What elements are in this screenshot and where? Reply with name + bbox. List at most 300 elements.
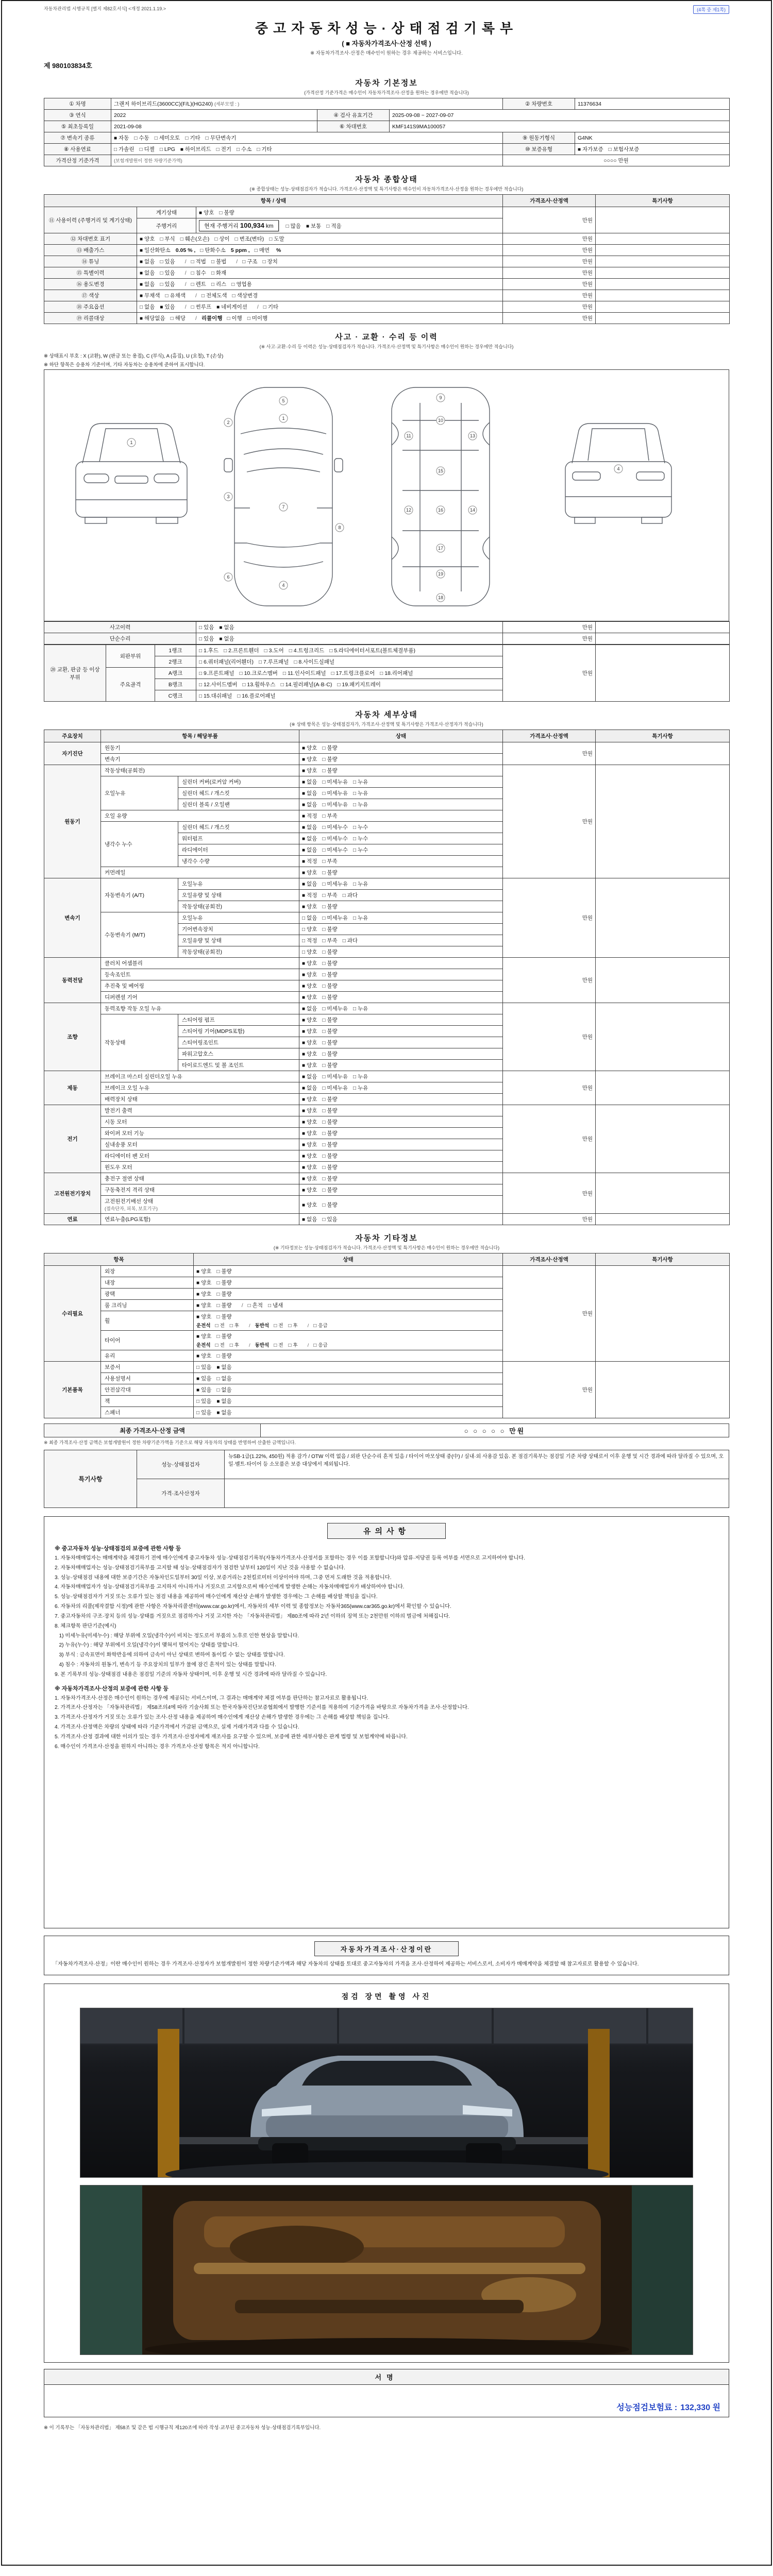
inspection-label: ④ 검사 유효기간 xyxy=(317,110,390,121)
checkbox-option[interactable]: □ 적법 xyxy=(191,259,206,265)
checkbox-option[interactable]: ■ 양호 xyxy=(302,1119,317,1125)
checkbox-option[interactable]: ■ 없음 xyxy=(302,836,317,842)
checkbox-option[interactable]: ■ 없음 xyxy=(302,779,317,785)
checkbox-option[interactable]: □ 기타 xyxy=(263,304,279,310)
checkbox-option[interactable]: □ 불량 xyxy=(322,1164,338,1171)
checkbox-option[interactable]: ■ 양호 xyxy=(199,210,214,216)
checkbox-option[interactable]: □ 미세누유 xyxy=(322,790,348,796)
checkbox-option[interactable]: □ 있음 xyxy=(196,1398,212,1404)
checkbox-option[interactable]: □ 미세누유 xyxy=(322,779,348,785)
checkbox-option[interactable]: □ 불량 xyxy=(216,1280,232,1286)
checkbox-option[interactable]: □ 부족 xyxy=(322,892,338,899)
checkbox-option[interactable]: □ 누유 xyxy=(352,779,368,785)
checkbox-option[interactable]: □ 불량 xyxy=(322,1130,338,1137)
overall-label: ⑰ 색상 xyxy=(44,290,137,301)
overall-label: ⑱ 주요옵션 xyxy=(44,301,137,313)
checkbox-option[interactable]: □ 불량 xyxy=(322,904,338,910)
item-cell: 클러치 어셈블리 xyxy=(101,958,299,969)
checkbox-option[interactable]: ■ 양호 xyxy=(302,768,317,774)
checkbox-option[interactable]: □ 후 xyxy=(229,1343,240,1348)
overall-label: ⑪ 사용이력 (주행거리 및 계기상태) xyxy=(44,207,137,233)
unchecked-checkbox-icon: □ xyxy=(216,1269,220,1275)
checkbox-option[interactable]: ■ 적정 xyxy=(302,813,317,819)
checkbox-option[interactable]: ■ 양호 xyxy=(302,1108,317,1114)
checkbox-option[interactable]: □ 과다 xyxy=(342,892,358,899)
checkbox-option[interactable]: □ 화재 xyxy=(211,270,227,276)
checkbox-option[interactable]: ■ 양호 xyxy=(302,1062,317,1069)
checkbox-option[interactable]: □ 후 xyxy=(229,1323,240,1329)
checkbox-option[interactable]: □ 후 xyxy=(288,1323,298,1329)
checkbox-option[interactable]: ■ 없음 xyxy=(302,1074,317,1080)
checkbox-option[interactable]: □ 불량 xyxy=(216,1291,232,1297)
price-cell: 만원 xyxy=(503,301,596,313)
checkbox-option[interactable]: □ 2.프론트휀더 xyxy=(224,648,259,654)
checkbox-option[interactable]: □ 탄화수소 xyxy=(200,247,226,253)
checkbox-option[interactable]: □ 누수 xyxy=(352,836,368,842)
checkbox-option[interactable]: ■ 없음 xyxy=(216,1410,232,1416)
checkbox-option[interactable]: ■ 양호 xyxy=(302,1130,317,1137)
checkbox-option[interactable]: □ 도말 xyxy=(269,236,284,242)
checked-checkbox-icon: ■ xyxy=(302,893,306,899)
note-cell xyxy=(596,1362,730,1418)
checkbox-option[interactable]: □ 불량 xyxy=(322,1062,338,1069)
checkbox-option[interactable]: ■ 없음 xyxy=(302,1216,317,1223)
unchecked-checkbox-icon: □ xyxy=(239,671,243,676)
checkbox-option[interactable]: ■ 양호 xyxy=(196,1280,212,1286)
checkbox-option[interactable]: ■ 하이브리드 xyxy=(180,146,211,152)
checkbox-option[interactable]: □ 상이 xyxy=(214,236,230,242)
checkbox-option[interactable]: ■ 양호 xyxy=(196,1314,212,1320)
checkbox-option[interactable]: □ 15.대쉬패널 xyxy=(199,693,232,699)
checkbox-option[interactable]: □ 있음 xyxy=(160,281,175,287)
item-cell: 잭 xyxy=(101,1396,194,1407)
checkbox-option[interactable]: ■ 있음 xyxy=(196,1376,212,1382)
checkbox-option[interactable]: □ 부족 xyxy=(322,938,338,944)
checkbox-option[interactable]: □ 미세누유 xyxy=(322,802,348,808)
item-cell: 안전삼각대 xyxy=(101,1384,194,1396)
section-basic-note: (가격산정 기준가격은 매수인이 자동차가격조사·산정을 원하는 경우에만 적습니다) xyxy=(304,90,469,95)
checkbox-option[interactable]: □ 10.크로스멤버 xyxy=(239,670,278,676)
checkbox-option[interactable]: ■ 무채색 xyxy=(140,293,160,299)
checkbox-option[interactable]: □ 디젤 xyxy=(139,146,155,152)
svg-text:1: 1 xyxy=(130,440,133,445)
checkbox-option[interactable]: □ 수소 xyxy=(237,146,252,152)
checkbox-option[interactable]: □ 장치 xyxy=(262,259,278,265)
overall-status xyxy=(137,279,503,290)
checkbox-option[interactable]: □ 전 xyxy=(274,1343,283,1348)
checkbox-option[interactable]: □ 누유 xyxy=(352,1085,368,1091)
unchecked-checkbox-icon: □ xyxy=(211,259,214,265)
checkbox-option[interactable]: □ 있음 xyxy=(196,1364,212,1370)
checkbox-option[interactable]: □ 불량 xyxy=(322,983,338,989)
checkbox-option[interactable]: ■ 적정 xyxy=(302,892,317,899)
top-line xyxy=(44,5,729,14)
checkbox-option[interactable]: □ 구조 xyxy=(242,259,258,265)
unchecked-checkbox-icon: □ xyxy=(165,293,169,299)
checkbox-option[interactable]: ■ 자동 xyxy=(114,135,129,141)
checkbox-option[interactable]: ■ 양호 xyxy=(302,1051,317,1057)
unchecked-checkbox-icon: □ xyxy=(288,1343,292,1348)
checkbox-option[interactable]: □ 세미오토 xyxy=(154,135,180,141)
document-number: 제 980103834호 xyxy=(44,62,92,70)
checkbox-option[interactable]: □ 불량 xyxy=(322,768,338,774)
checkbox-option[interactable]: □ 전 xyxy=(274,1323,283,1329)
checkbox-option[interactable]: □ 전체도색 xyxy=(201,293,227,299)
part-cell: 오일유량 및 상태 xyxy=(178,935,299,946)
checkbox-option[interactable]: □ 흔적 xyxy=(247,1302,263,1309)
checkbox-option[interactable]: □ 불량 xyxy=(322,1028,338,1035)
group-cell: 수리필요 xyxy=(44,1266,101,1362)
checkbox-option[interactable]: □ 불량 xyxy=(322,960,338,967)
status-cell xyxy=(299,935,503,946)
checkbox-option[interactable]: □ 불량 xyxy=(322,870,338,876)
checkbox-option[interactable]: ■ 있음 xyxy=(196,1387,212,1393)
unchecked-checkbox-icon: □ xyxy=(229,1343,233,1348)
price-cell: 만원 xyxy=(503,1266,596,1362)
checkbox-option[interactable]: □ 미세누수 xyxy=(322,836,348,842)
checkbox-option[interactable]: □ 없음 xyxy=(216,1376,232,1382)
checkbox-option[interactable]: □ 불량 xyxy=(322,1153,338,1159)
checkbox-option[interactable]: ■ 양호 xyxy=(302,983,317,989)
checkbox-option[interactable]: □ 응급 xyxy=(313,1343,328,1348)
checked-checkbox-icon: ■ xyxy=(302,757,306,762)
checked-checkbox-icon: ■ xyxy=(302,1165,306,1171)
signature-title: 서명 xyxy=(44,2369,729,2385)
unchecked-checkbox-icon: □ xyxy=(160,259,163,265)
final-price-table xyxy=(44,1423,729,1437)
checkbox-option[interactable]: □ 4.트렁크리드 xyxy=(289,648,325,654)
checkbox-option[interactable]: □ 불량 xyxy=(322,1096,338,1103)
checkbox-option[interactable]: □ 누유 xyxy=(352,1006,368,1012)
part-cell: 스티어링 기어(MDPS포함) xyxy=(178,1026,299,1037)
checkbox-option[interactable]: ■ 없음 xyxy=(219,624,234,631)
checkbox-option[interactable]: ■ 양호 xyxy=(302,1142,317,1148)
checkbox-option[interactable]: □ 8.사이드실패널 xyxy=(294,659,335,665)
checkbox-option[interactable]: □ 훼손(오손) xyxy=(180,236,210,242)
checkbox-option[interactable]: ■ 없음 xyxy=(302,802,317,808)
checkbox-option[interactable]: ■ 양호 xyxy=(302,1164,317,1171)
checkbox-option[interactable]: □ 17.트렁크플로어 xyxy=(331,670,375,676)
col-note: 특기사항 xyxy=(596,730,730,742)
checkbox-option[interactable]: ■ 자가보증 xyxy=(578,146,603,152)
checkbox-option[interactable]: □ 있음 xyxy=(196,1410,212,1416)
checkbox-option[interactable]: ■ 없음 xyxy=(216,1398,232,1404)
checkbox-option[interactable]: □ 해당 xyxy=(170,315,186,321)
svg-text:17: 17 xyxy=(438,546,444,551)
checkbox-option[interactable]: □ 가솔린 xyxy=(114,146,135,152)
checkbox-option[interactable]: □ 냄새 xyxy=(267,1302,283,1309)
checkbox-option[interactable]: □ 과다 xyxy=(342,938,358,944)
unchecked-checkbox-icon: □ xyxy=(254,248,258,253)
checkbox-option[interactable]: ■ 없음 xyxy=(140,259,155,265)
checkbox-option[interactable]: □ 이행 xyxy=(227,315,242,321)
checkbox-option[interactable]: □ 전 xyxy=(215,1323,225,1329)
overall-item: 계기상태 xyxy=(137,207,196,218)
checkbox-option[interactable]: ■ 양호 xyxy=(302,745,317,751)
checkbox-option[interactable]: □ 있음 xyxy=(199,624,214,631)
item-cell: 사용설명서 xyxy=(101,1373,194,1384)
checkbox-option[interactable]: □ 보험사보증 xyxy=(608,146,640,152)
checkbox-option[interactable]: □ 18.리어패널 xyxy=(380,670,413,676)
device-row xyxy=(44,878,730,890)
checkbox-option[interactable]: ■ 일산화탄소 xyxy=(140,247,171,253)
overall-label: ⑬ 배출가스 xyxy=(44,245,137,256)
item-cell: 브레이크 마스터 실린더오일 누유 xyxy=(101,1071,299,1082)
appraiser-opinion xyxy=(225,1479,729,1508)
checkbox-option[interactable]: □ 렌트 xyxy=(191,281,206,287)
checkbox-option[interactable]: □ 14.필러패널(A·B·C) xyxy=(280,682,332,688)
checkbox-option[interactable]: ■ 양호 xyxy=(302,994,317,1001)
checkbox-option[interactable]: □ 후 xyxy=(288,1343,298,1348)
checkbox-option[interactable]: □ 불량 xyxy=(216,1268,232,1275)
checkbox-option[interactable]: □ 불량 xyxy=(322,745,338,751)
status-cell xyxy=(194,1373,503,1384)
checkbox-option[interactable]: ■ 없음 xyxy=(302,1085,317,1091)
checkbox-option[interactable]: □ 불량 xyxy=(322,1142,338,1148)
checkbox-option[interactable]: ■ 보통 xyxy=(306,223,322,229)
checkbox-option[interactable]: □ 없음 xyxy=(216,1387,232,1393)
checked-checkbox-icon: ■ xyxy=(219,625,223,631)
checkbox-option[interactable]: □ 응급 xyxy=(313,1323,328,1329)
checkbox-option[interactable]: ■ 양호 xyxy=(196,1268,212,1275)
checkbox-option[interactable]: ■ 양호 xyxy=(302,756,317,762)
checkbox-option[interactable]: □ 불량 xyxy=(322,1040,338,1046)
checkbox-option[interactable]: □ 11.인사이드패널 xyxy=(282,670,326,676)
checkbox-option[interactable]: ■ 없음 xyxy=(302,824,317,831)
checkbox-option[interactable]: ■ 양호 xyxy=(140,236,155,242)
table-row xyxy=(44,132,730,144)
unchecked-checkbox-icon: □ xyxy=(322,836,326,842)
checkbox-option[interactable]: ■ 양호 xyxy=(302,1153,317,1159)
notice-heading: ※ 자동차가격조사·산정의 보증에 관한 사항 등 xyxy=(55,1685,169,1692)
checkbox-option[interactable]: □ 있음 xyxy=(160,270,175,276)
checkbox-option[interactable]: □ 불량 xyxy=(219,210,234,216)
device-row xyxy=(44,1105,730,1116)
unchecked-checkbox-icon: □ xyxy=(227,316,230,321)
inspection-value: 2025-09-08 ~ 2027-09-07 xyxy=(390,110,730,121)
checkbox-option[interactable]: ■ 없음 xyxy=(219,636,234,642)
checkbox-option[interactable]: ■ 없음 xyxy=(216,1364,232,1370)
checkbox-option[interactable]: □ 없음 xyxy=(302,915,317,921)
part-cell: 실린더 헤드 / 개스킷 xyxy=(178,822,299,833)
checkbox-option[interactable]: □ 불량 xyxy=(322,926,338,933)
diagram-basis-legend: ※ 하단 항목은 승용차 기준이며, 기타 자동차는 승용차에 준하여 표시합니다. xyxy=(44,362,205,368)
unchecked-checkbox-icon: □ xyxy=(139,147,143,152)
checkbox-option[interactable]: □ 누유 xyxy=(352,881,368,887)
checked-checkbox-icon: ■ xyxy=(302,859,306,865)
panel-rank: C랭크 xyxy=(155,690,196,702)
price-cell: 만원 xyxy=(503,233,596,245)
page-marker: (4쪽 중 제1쪽) xyxy=(693,5,729,14)
checkbox-option[interactable]: ■ 양호 xyxy=(302,1028,317,1035)
checkbox-option[interactable]: □ 7.루프패널 xyxy=(258,659,289,665)
checkbox-option[interactable]: □ 기타 xyxy=(185,135,200,141)
checkbox-option[interactable]: □ 불량 xyxy=(322,1108,338,1114)
price-cell: 만원 xyxy=(503,290,596,301)
checkbox-option[interactable]: □ 1.후드 xyxy=(199,648,219,654)
checkbox-option[interactable]: ■ 없음 xyxy=(302,790,317,796)
status-cell xyxy=(299,788,503,799)
checkbox-option[interactable]: □ 불량 xyxy=(322,949,338,955)
checkbox-option[interactable]: □ 무단변속기 xyxy=(205,135,237,141)
checkbox-option[interactable]: ■ 없음 xyxy=(140,281,155,287)
checkbox-option[interactable]: □ 매연 xyxy=(254,247,270,253)
checkbox-option[interactable]: □ 많음 xyxy=(285,223,301,229)
checkbox-option[interactable]: □ 전 xyxy=(215,1343,225,1348)
checkbox-option[interactable]: ■ 양호 xyxy=(196,1353,212,1359)
checkbox-option[interactable]: □ 부식 xyxy=(160,236,175,242)
status-cell xyxy=(299,1094,503,1105)
checkbox-option[interactable]: □ 5.라디에이터서포트(볼트체결부품) xyxy=(329,648,416,654)
device-row xyxy=(44,742,730,754)
checkbox-option[interactable]: ■ 양호 xyxy=(302,960,317,967)
svg-text:11: 11 xyxy=(406,433,411,438)
checkbox-option[interactable]: ■ 양호 xyxy=(302,1176,317,1182)
divider: / xyxy=(195,315,197,321)
base-price-note: (보험개발원이 정한 차량기준가액) xyxy=(111,155,503,166)
checkbox-option[interactable]: □ 불량 xyxy=(322,1119,338,1125)
checkbox-option[interactable]: □ 미세누유 xyxy=(322,881,348,887)
checkbox-option[interactable]: ■ 양호 xyxy=(196,1302,212,1309)
part-cell: 워터펌프 xyxy=(178,833,299,844)
checkbox-option[interactable]: □ 불량 xyxy=(322,1187,338,1193)
checkbox-option[interactable]: □ 16.플로어패널 xyxy=(237,693,276,699)
inline-value: 5 ppm , xyxy=(230,247,250,253)
checkbox-option[interactable]: □ 누수 xyxy=(352,847,368,853)
unchecked-checkbox-icon: □ xyxy=(216,1303,220,1309)
unchecked-checkbox-icon: □ xyxy=(322,802,326,808)
checkbox-option[interactable]: ■ 양호 xyxy=(302,1201,317,1208)
checkbox-option[interactable]: □ 수동 xyxy=(134,135,149,141)
first-reg-label: ⑤ 최초등록일 xyxy=(44,121,111,132)
checkbox-option[interactable]: □ 리스 xyxy=(211,281,227,287)
checkbox-option[interactable]: ■ 양호 xyxy=(196,1333,212,1340)
notice-item: 9. 본 기록부의 성능·상태점검 내용은 점검일 기준의 자동차 상태이며, 이후 운행 및 시간 경과에 따라 달라질 수 있습니다. xyxy=(55,1671,327,1677)
checkbox-option[interactable]: □ 미이행 xyxy=(247,315,268,321)
unchecked-checkbox-icon: □ xyxy=(215,1323,219,1329)
checkbox-option[interactable]: □ LPG xyxy=(159,146,175,152)
checkbox-option[interactable]: □ 불량 xyxy=(216,1353,232,1359)
checkbox-option[interactable]: □ 부족 xyxy=(322,858,338,865)
checkbox-option[interactable]: □ 불량 xyxy=(216,1314,232,1320)
checkbox-option[interactable]: □ 불량 xyxy=(322,994,338,1001)
checkbox-option[interactable]: □ 색상변경 xyxy=(232,293,258,299)
checkbox-option[interactable]: □ 있음 xyxy=(199,636,214,642)
checkbox-option[interactable]: □ 13.휠하우스 xyxy=(242,682,276,688)
unchecked-checkbox-icon: □ xyxy=(191,259,194,265)
checkbox-option[interactable]: ■ 양호 xyxy=(302,1017,317,1023)
checkbox-option[interactable]: □ 불량 xyxy=(322,1017,338,1023)
checkbox-option[interactable]: ■ 없음 xyxy=(302,881,317,887)
checkbox-option[interactable]: □ 19.패키지트레이 xyxy=(337,682,381,688)
checkbox-option[interactable]: □ 불량 xyxy=(322,972,338,978)
checkbox-option[interactable]: □ 12.사이드멤버 xyxy=(199,682,238,688)
checkbox-option[interactable]: ■ 양호 xyxy=(302,870,317,876)
opinions-head: 특기사항 xyxy=(44,1450,137,1508)
checkbox-option[interactable]: □ 기타 xyxy=(257,146,272,152)
checkbox-option[interactable]: ■ 해당없음 xyxy=(140,315,165,321)
checkbox-option[interactable]: □ 적음 xyxy=(326,223,342,229)
svg-text:1: 1 xyxy=(282,416,285,421)
checkbox-option[interactable]: □ 누수 xyxy=(352,824,368,831)
checkbox-option[interactable]: ■ 적정 xyxy=(302,858,317,865)
checkbox-option[interactable]: □ 불량 xyxy=(322,1201,338,1208)
notice-item: 1) 미세누유(미세누수) : 해당 부위에 오일(냉각수)이 비치는 정도로서 부품의 노후로 인한 현상을 말합니다. xyxy=(55,1633,299,1639)
checkbox-option[interactable]: □ 미세누수 xyxy=(322,824,348,831)
checkbox-option[interactable]: ■ 없음 xyxy=(140,270,155,276)
checkbox-option[interactable]: □ 불량 xyxy=(322,1176,338,1182)
checkbox-option[interactable]: □ 미세누수 xyxy=(322,847,348,853)
checkbox-option[interactable]: □ 전기 xyxy=(216,146,231,152)
checkbox-option[interactable]: □ 있음 xyxy=(160,259,175,265)
signature-box xyxy=(44,2369,729,2417)
checkbox-option[interactable]: ■ 양호 xyxy=(302,904,317,910)
price-survey-select: ( ■ 자동차가격조사·산정 선택 ) xyxy=(342,40,431,47)
unchecked-checkbox-icon: □ xyxy=(216,1387,220,1393)
notice-item: 4. 가격조사·산정액은 차량의 상태에 따라 기준가격에서 가감된 금액으로, 실제 거래가격과 다를 수 있습니다. xyxy=(55,1724,299,1730)
checkbox-option[interactable]: □ 부족 xyxy=(322,813,338,819)
checkbox-option[interactable]: □ 미세누유 xyxy=(322,1085,348,1091)
checkbox-option[interactable]: □ 적정 xyxy=(302,938,317,944)
checkbox-option[interactable]: □ 양호 xyxy=(302,949,317,955)
unchecked-checkbox-icon: □ xyxy=(289,648,292,654)
checkbox-option[interactable]: □ 양호 xyxy=(302,926,317,933)
checkbox-option[interactable]: ■ 양호 xyxy=(302,1187,317,1193)
checkbox-option[interactable]: □ 누유 xyxy=(352,802,368,808)
unchecked-checkbox-icon: □ xyxy=(191,304,194,310)
checkbox-option[interactable]: □ 유채색 xyxy=(165,293,186,299)
note-cell xyxy=(596,1105,730,1173)
checked-checkbox-icon: ■ xyxy=(302,1086,306,1091)
checkbox-option[interactable]: □ 불량 xyxy=(322,756,338,762)
unchecked-checkbox-icon: □ xyxy=(313,1343,317,1348)
checkbox-option[interactable]: ■ 있음 xyxy=(160,304,175,310)
checkbox-option[interactable]: □ 불법 xyxy=(211,259,227,265)
checkbox-option[interactable]: ■ 양호 xyxy=(302,1040,317,1046)
checkbox-option[interactable]: ■ 양호 xyxy=(196,1291,212,1297)
checkbox-option[interactable]: □ 누유 xyxy=(352,790,368,796)
checkbox-option[interactable]: ■ 네비게이션 xyxy=(216,304,247,310)
checkbox-option[interactable]: ■ 없음 xyxy=(302,847,317,853)
checked-checkbox-icon: ■ xyxy=(302,836,306,842)
checkbox-option[interactable]: □ 불량 xyxy=(322,1051,338,1057)
checked-checkbox-icon: ■ xyxy=(302,972,306,978)
item-cell: 룸 크리닝 xyxy=(101,1300,194,1311)
checkbox-option[interactable]: □ 6.쿼터패널(리어휀더) xyxy=(199,659,254,665)
checkbox-option[interactable]: ■ 양호 xyxy=(302,1096,317,1103)
checkbox-option[interactable]: □ 불량 xyxy=(216,1333,232,1340)
checkbox-option[interactable]: ■ 없음 xyxy=(302,1006,317,1012)
checkbox-option[interactable]: □ 불량 xyxy=(216,1302,232,1309)
checkbox-option[interactable]: □ 있음 xyxy=(322,1216,338,1223)
photo-front-lift xyxy=(80,2008,693,2178)
checkbox-option[interactable]: □ 변조(변타) xyxy=(234,236,264,242)
checkbox-option[interactable]: □ 미세누유 xyxy=(322,915,348,921)
checkbox-option[interactable]: □ 영업용 xyxy=(231,281,252,287)
checkbox-option[interactable]: □ 미세누유 xyxy=(322,1006,348,1012)
checkbox-option[interactable]: □ 없음 xyxy=(140,304,155,310)
checkbox-option[interactable]: □ 3.도어 xyxy=(264,648,284,654)
checkbox-option[interactable]: □ 미세누유 xyxy=(322,1074,348,1080)
checkbox-option[interactable]: □ 썬루프 xyxy=(191,304,212,310)
item-cell: 구동축전지 격리 상태 xyxy=(101,1184,299,1196)
checkbox-option[interactable]: □ 침수 xyxy=(191,270,206,276)
checkbox-option[interactable]: □ 9.프론트패널 xyxy=(199,670,234,676)
checkbox-option[interactable]: ■ 양호 xyxy=(302,972,317,978)
car-diagram-rear xyxy=(565,423,671,523)
checkbox-option[interactable]: □ 누유 xyxy=(352,915,368,921)
checkbox-option[interactable]: □ 누유 xyxy=(352,1074,368,1080)
